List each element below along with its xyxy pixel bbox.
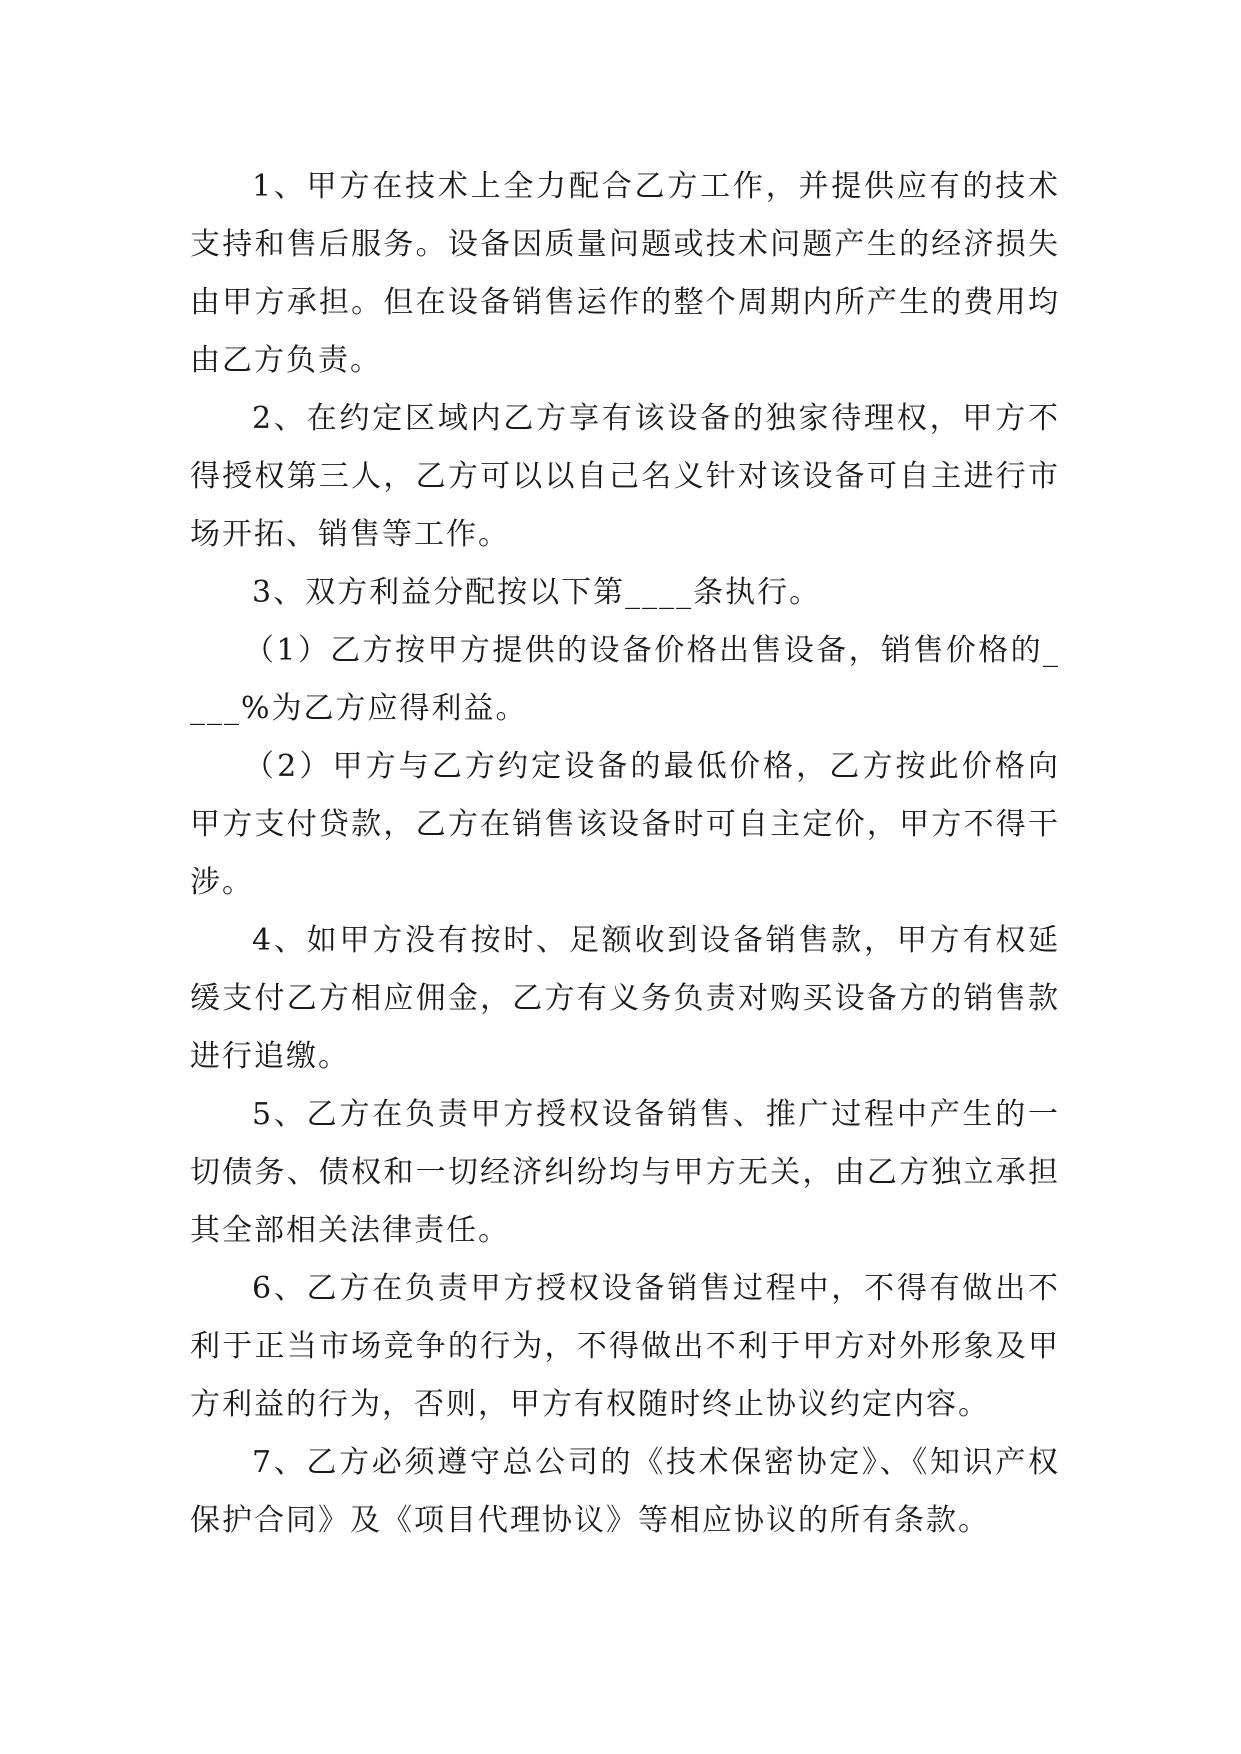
clause-5: 5、乙方在负责甲方授权设备销售、推广过程中产生的一切债务、债权和一切经济纠纷均与甲方无关，由乙方独立承担其全部相关法律责任。 xyxy=(190,1097,1060,1248)
clause-3-option-1: （1）乙方按甲方提供的设备价格出售设备，销售价格的____%为乙方应得利益。 xyxy=(190,633,1060,726)
document-body xyxy=(190,158,1060,1550)
clause-1: 1、甲方在技术上全力配合乙方工作，并提供应有的技术支持和售后服务。设备因质量问题或技术问题产生的经济损失由甲方承担。但在设备销售运作的整个周期内所产生的费用均由乙方负责。 xyxy=(190,169,1060,378)
clause-2: 2、在约定区域内乙方享有该设备的独家待理权，甲方不得授权第三人，乙方可以以自己名义针对该设备可自主进行市场开拓、销售等工作。 xyxy=(190,401,1060,552)
clause-7: 7、乙方必须遵守总公司的《技术保密协定》、《知识产权保护合同》及《项目代理协议》等相应协议的所有条款。 xyxy=(190,1445,1060,1538)
clause-6: 6、乙方在负责甲方授权设备销售过程中，不得有做出不利于正当市场竞争的行为，不得做出不利于甲方对外形象及甲方利益的行为，否则，甲方有权随时终止协议约定内容。 xyxy=(190,1271,1060,1422)
clause-3: 3、双方利益分配按以下第____条执行。 xyxy=(252,575,822,610)
clause-4: 4、如甲方没有按时、足额收到设备销售款，甲方有权延缓支付乙方相应佣金，乙方有义务负责对购买设备方的销售款进行追缴。 xyxy=(190,923,1060,1074)
clause-3-option-2: （2）甲方与乙方约定设备的最低价格，乙方按此价格向甲方支付贷款，乙方在销售该设备时可自主定价，甲方不得干涉。 xyxy=(190,749,1060,900)
